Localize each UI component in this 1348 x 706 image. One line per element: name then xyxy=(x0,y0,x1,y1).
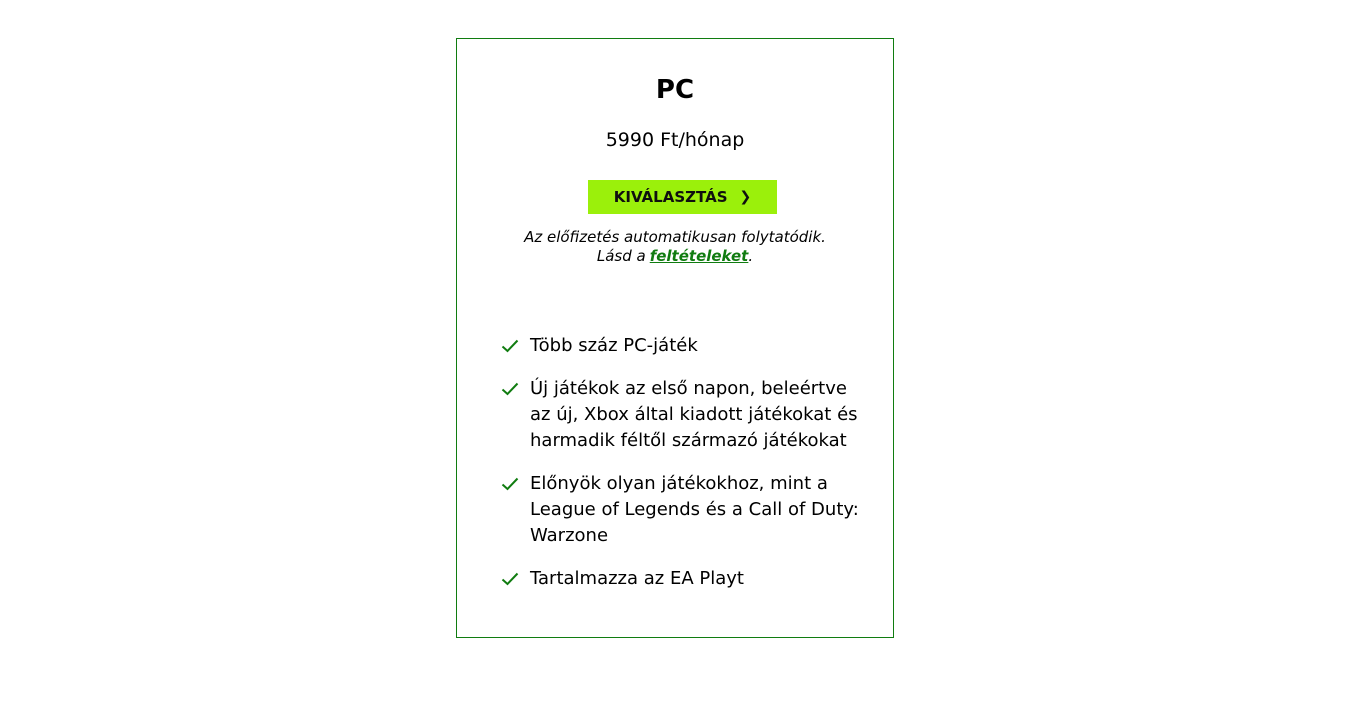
select-button[interactable] xyxy=(588,180,777,214)
disclaimer-suffix: . xyxy=(748,247,754,265)
feature-item xyxy=(501,333,871,359)
check-icon xyxy=(501,382,519,396)
check-icon xyxy=(501,339,519,353)
feature-text: Több száz PC-játék xyxy=(530,335,698,356)
disclaimer-prefix: Lásd a xyxy=(596,247,646,265)
feature-item xyxy=(501,471,871,549)
plan-price: 5990 Ft/hónap xyxy=(605,129,745,151)
feature-text: Új játékok az első napon, beleértve az új, Xbox által kiadott játékokat és harmadik féltől származó játékokat xyxy=(530,378,858,451)
feature-text: Tartalmazza az EA Playt xyxy=(530,568,744,589)
check-icon xyxy=(501,477,519,491)
terms-link[interactable]: feltételeket xyxy=(649,247,749,265)
feature-text: Előnyök olyan játékokhoz, mint a League of Legends és a Call of Duty: Warzone xyxy=(530,473,859,546)
feature-item xyxy=(501,566,871,592)
disclaimer-line-1: Az előfizetés automatikusan folytatódik. xyxy=(524,228,826,246)
feature-list xyxy=(501,333,871,609)
select-button-label: KIVÁLASZTÁS xyxy=(613,188,728,206)
feature-item xyxy=(501,376,871,454)
plan-title: PC xyxy=(655,75,695,105)
check-icon xyxy=(501,572,519,586)
disclaimer-line-2 xyxy=(457,247,893,266)
chevron-right-icon: ❯ xyxy=(739,189,752,205)
subscription-disclaimer xyxy=(457,228,893,266)
plan-card xyxy=(456,38,894,638)
